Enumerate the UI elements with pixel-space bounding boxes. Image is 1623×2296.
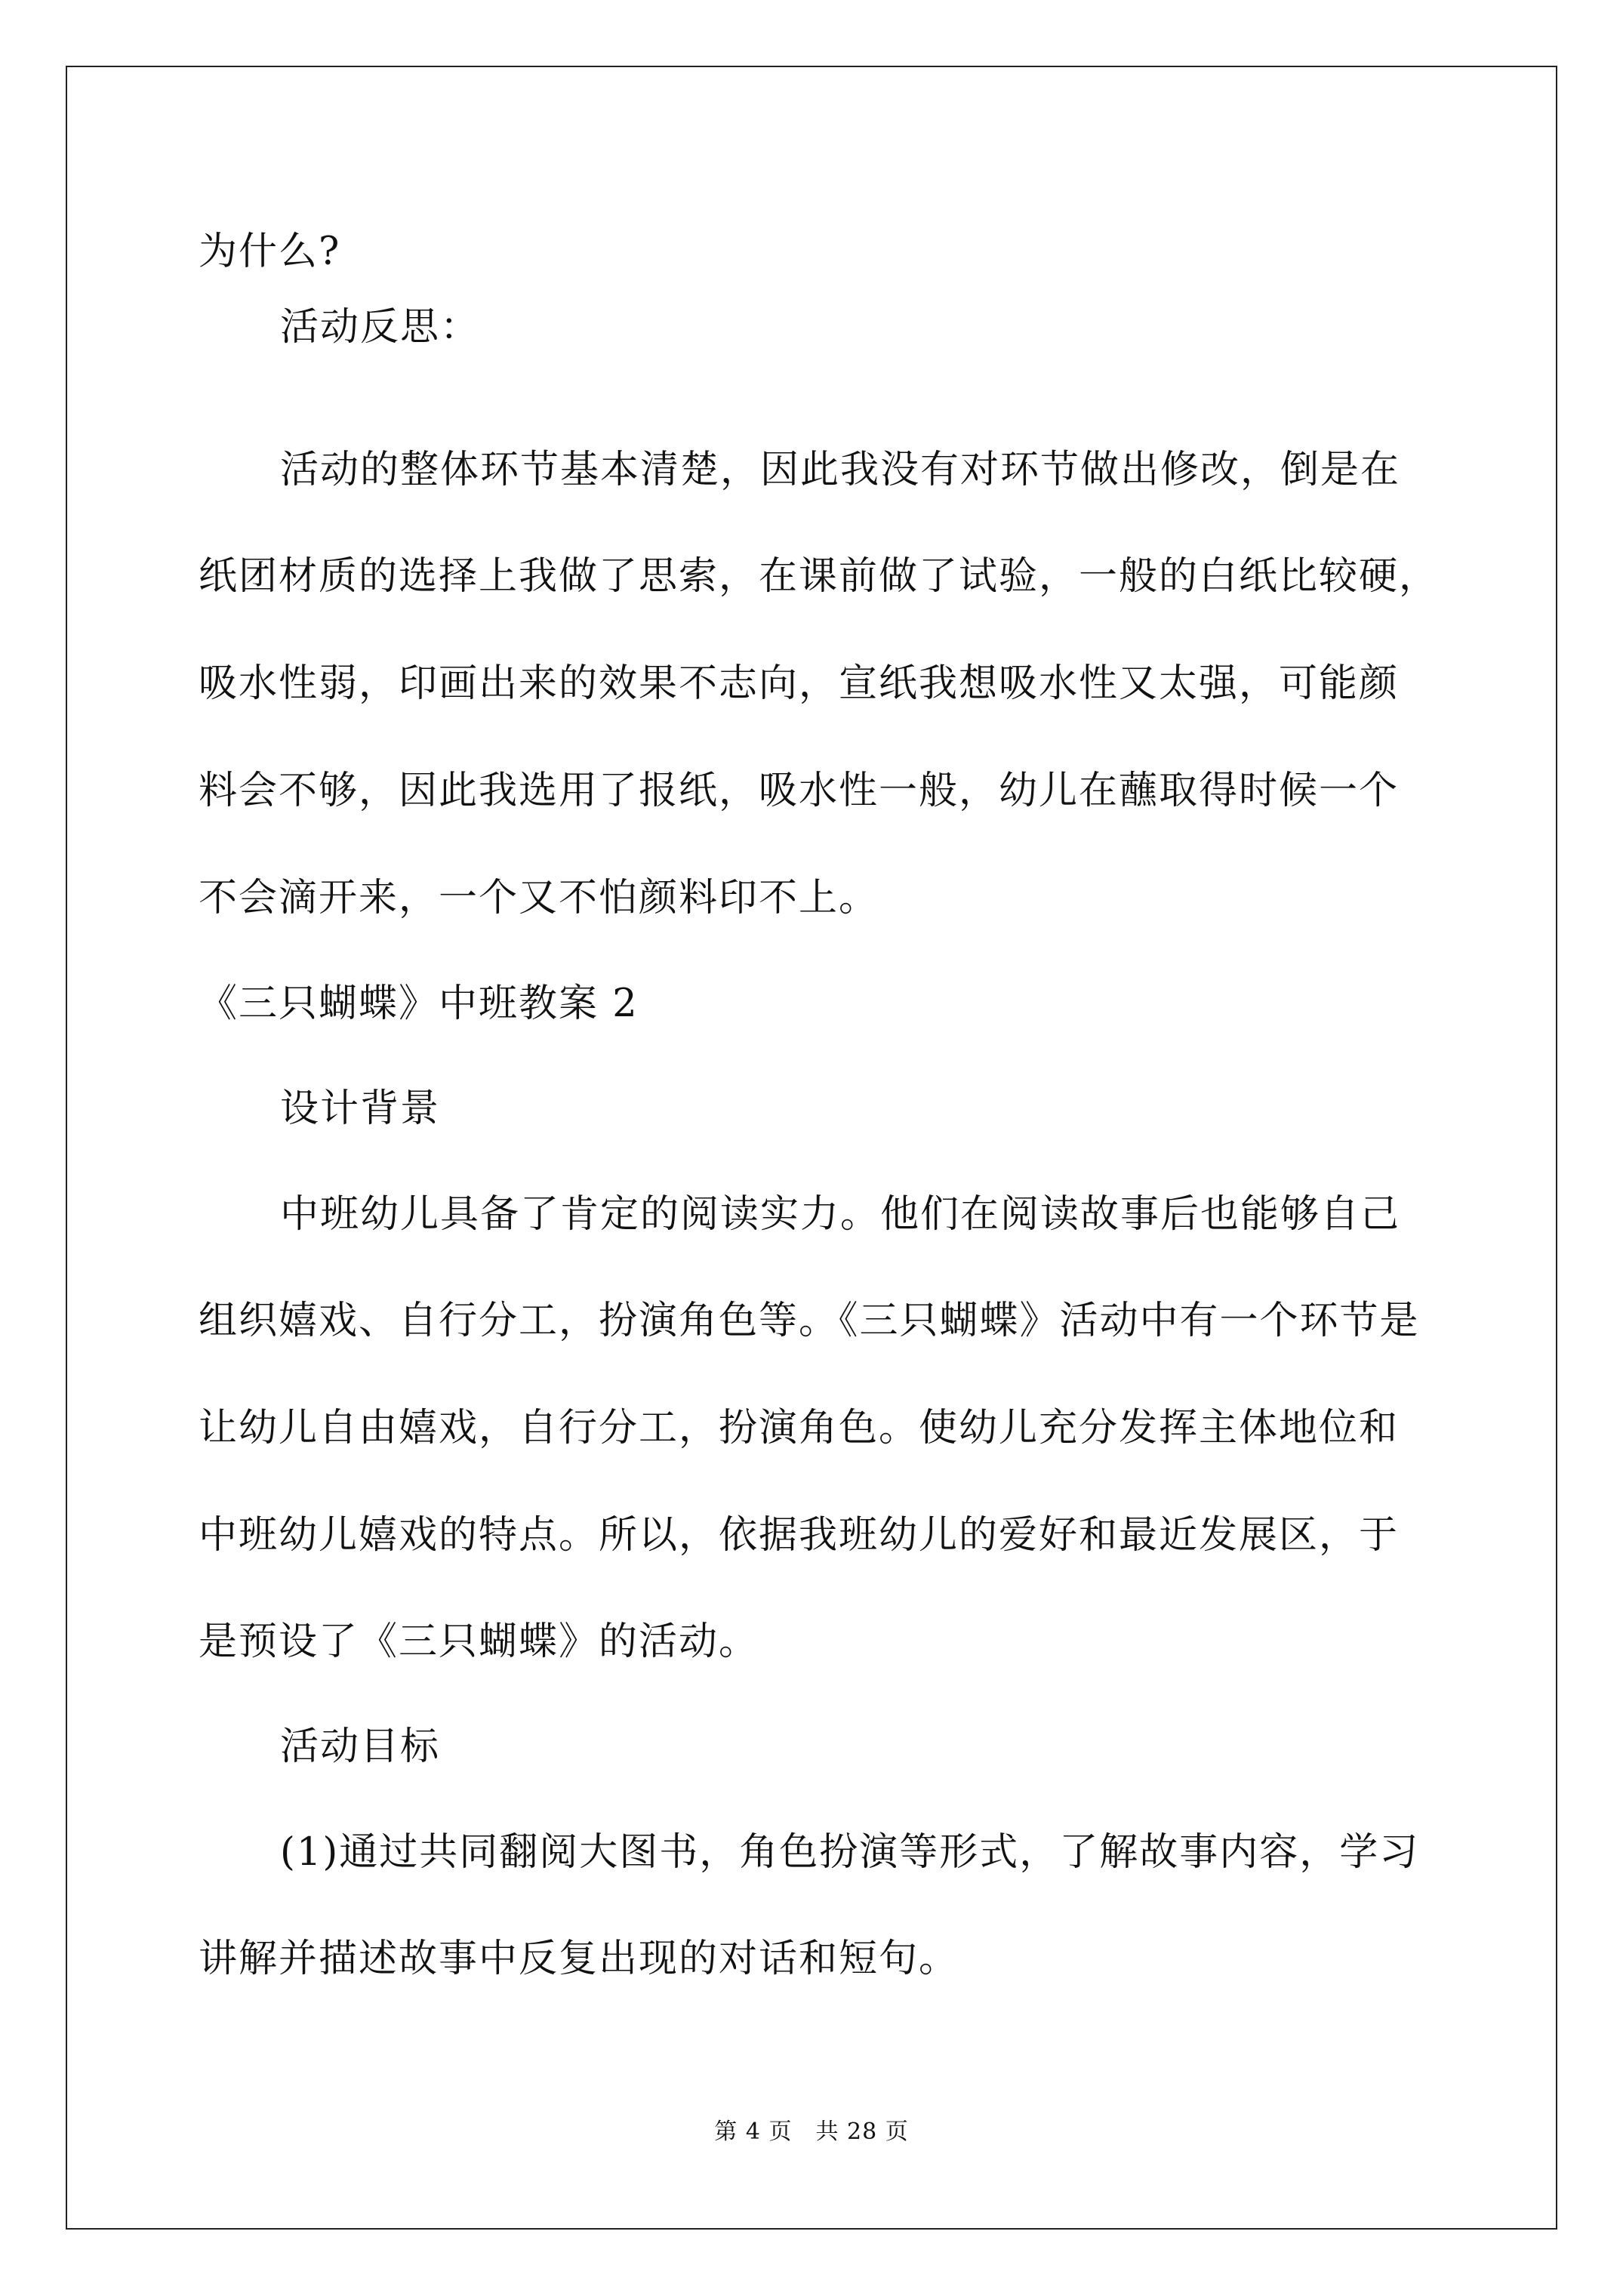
text-line: 料会不够，因此我选用了报纸，吸水性一般，幼儿在蘸取得时候一个 bbox=[199, 769, 1400, 813]
section-heading: 活动目标 bbox=[280, 1724, 441, 1769]
text-line: 让幼儿自由嬉戏，自行分工，扮演角色。使幼儿充分发挥主体地位和 bbox=[199, 1406, 1400, 1450]
text-line: 中班幼儿具备了肯定的阅读实力。他们在阅读故事后也能够自己 bbox=[280, 1192, 1401, 1237]
text-line: 组织嬉戏、自行分工，扮演角色等。《三只蝴蝶》活动中有一个环节是 bbox=[199, 1299, 1420, 1343]
document-title: 《三只蝴蝶》中班教案 2 bbox=[199, 982, 639, 1026]
text-line: 纸团材质的选择上我做了思索，在课前做了试验，一般的白纸比较硬， bbox=[199, 554, 1440, 599]
text-line: 吸水性弱，印画出来的效果不志向，宣纸我想吸水性又太强，可能颜 bbox=[199, 661, 1400, 706]
section-heading: 设计背景 bbox=[280, 1086, 441, 1131]
section-heading: 活动反思： bbox=[280, 305, 481, 350]
text-line: 为什么? bbox=[199, 230, 341, 274]
page-number: 第 4 页 共 28 页 bbox=[714, 2119, 909, 2145]
text-line: (1)通过共同翻阅大图书，角色扮演等形式，了解故事内容，学习 bbox=[280, 1830, 1420, 1875]
text-line: 是预设了《三只蝴蝶》的活动。 bbox=[199, 1620, 759, 1664]
text-line: 中班幼儿嬉戏的特点。所以，依据我班幼儿的爱好和最近发展区，于 bbox=[199, 1513, 1400, 1558]
text-line: 不会滴开来，一个又不怕颜料印不上。 bbox=[199, 876, 879, 920]
text-line: 讲解并描述故事中反复出现的对话和短句。 bbox=[199, 1937, 959, 1981]
page-border bbox=[66, 66, 1557, 2230]
text-line: 活动的整体环节基本清楚，因此我没有对环节做出修改，倒是在 bbox=[280, 448, 1401, 492]
